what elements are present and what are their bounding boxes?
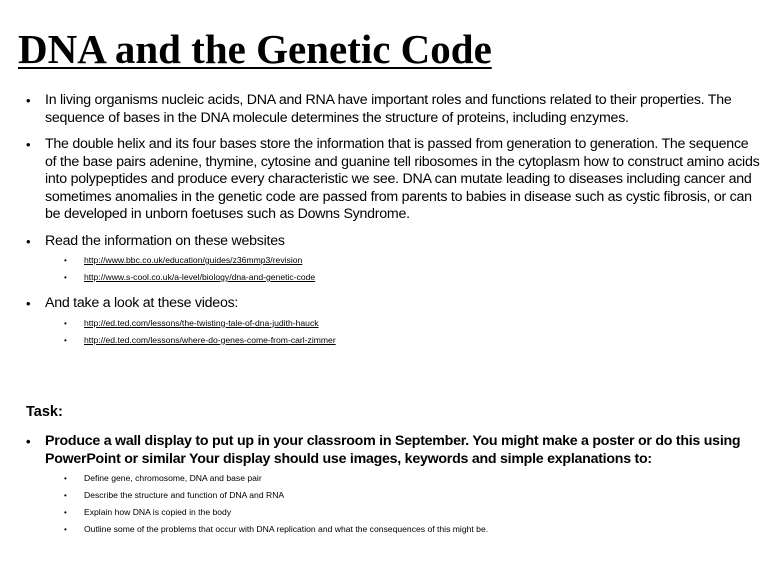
bullet-dot: •: [64, 256, 67, 265]
bullet-dot: •: [26, 233, 31, 249]
bullet-dot: •: [26, 137, 31, 152]
link-ted-twisting-tale[interactable]: http://ed.ted.com/lessons/the-twisting-tale-of-dna-judith-hauck: [84, 317, 319, 328]
bullet-dot: •: [64, 525, 67, 534]
task-item: [26, 487, 762, 504]
bullet-dot: •: [64, 508, 67, 517]
bullet-dot: •: [64, 318, 67, 328]
bullet-read-websites: [26, 233, 762, 251]
bullet-dot: •: [64, 335, 67, 345]
task-item: [26, 504, 762, 521]
bullet-double-helix: [26, 136, 762, 224]
bullet-text: The double helix and its four bases store the information that is passed from generation to generation. The sequence of the base pairs adenine, thymine, cytosine and guanine tell ribosomes in the cytoplasm how to construct amino acids into polypeptides and produce every characteristic we see. DNA can mutate leading to diseases including cancer and sometimes anomalies in the genetic code are passed from parents to babies in disease such as cystic fibrosis, or can be developed in unborn foetuses such as Downs Syndrome.: [45, 136, 760, 222]
slide-content: [26, 92, 762, 349]
bullet-dot: •: [64, 474, 67, 483]
bullet-videos: [26, 295, 762, 313]
task-item-text: Describe the structure and function of DNA and RNA: [84, 490, 285, 500]
task-heading: Task:: [26, 404, 63, 420]
bullet-text: Read the information on these websites: [45, 232, 285, 249]
bullet-dot: •: [64, 273, 67, 282]
task-item-text: Explain how DNA is copied in the body: [84, 507, 232, 517]
sub-bullet-website: [26, 269, 762, 286]
sub-bullet-video: [26, 332, 762, 349]
link-scool-genetic-code[interactable]: http://www.s-cool.co.uk/a-level/biology/dna-and-genetic-code: [84, 272, 316, 282]
bullet-dot: •: [26, 434, 31, 449]
bullet-dot: •: [26, 296, 31, 311]
link-ted-genes[interactable]: http://ed.ted.com/lessons/where-do-genes-come-from-carl-zimmer: [84, 334, 336, 345]
task-item: [26, 521, 762, 538]
bullet-text: And take a look at these videos:: [45, 295, 239, 311]
page-title: DNA and the Genetic Code: [18, 26, 492, 72]
task-section: [26, 403, 762, 538]
task-item: [26, 470, 762, 487]
bullet-task: [26, 433, 762, 468]
bullet-text: In living organisms nucleic acids, DNA and RNA have important roles and functions related to their properties. The sequence of bases in the DNA molecule determines the structure of proteins, including enzymes.: [45, 92, 732, 126]
sub-bullet-video: [26, 315, 762, 332]
link-bbc-revision[interactable]: http://www.bbc.co.uk/education/guides/z36mmp3/revision: [84, 255, 303, 265]
task-item-text: Outline some of the problems that occur with DNA replication and what the consequences of this might be.: [84, 524, 489, 534]
task-item-text: Define gene, chromosome, DNA and base pair: [84, 473, 262, 483]
bullet-nucleic-acids: [26, 92, 762, 127]
bullet-dot: •: [26, 93, 31, 108]
bullet-text: Produce a wall display to put up in your classroom in September. You might make a poster or do this using PowerPoint or similar Your display should use images, keywords and simple explanations to:: [45, 433, 741, 467]
sub-bullet-website: [26, 252, 762, 269]
bullet-dot: •: [64, 491, 67, 500]
